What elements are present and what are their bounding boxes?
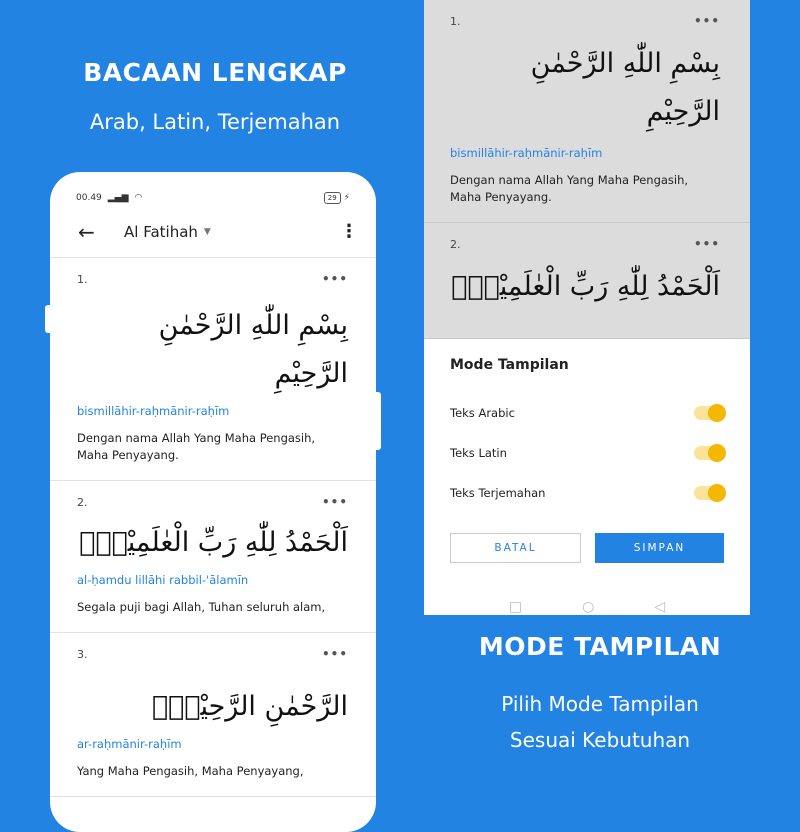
- back-triangle-icon[interactable]: ◁: [654, 599, 666, 615]
- caret-down-icon: ▼: [203, 226, 211, 237]
- cancel-button[interactable]: BATAL: [450, 533, 581, 563]
- promo-right-subtitle: [430, 686, 770, 758]
- verse-latin: al-ḥamdu lillāhi rabbil-'ālamīn: [77, 573, 249, 587]
- verse-item[interactable]: [50, 258, 376, 481]
- more-horizontal-icon[interactable]: •••: [321, 272, 348, 286]
- verse-number: 1.: [77, 272, 88, 286]
- more-horizontal-icon[interactable]: •••: [321, 495, 348, 509]
- toggle-label: Teks Arabic: [450, 406, 515, 420]
- page-title: Al Fatihah: [124, 222, 198, 241]
- latin-toggle[interactable]: [694, 446, 724, 460]
- verse-translation: Segala puji bagi Allah, Tuhan seluruh alam,: [77, 600, 326, 614]
- toggle-label: Teks Latin: [450, 446, 507, 460]
- phone-left: [50, 172, 376, 832]
- verse-item[interactable]: [50, 481, 376, 633]
- arrow-left-icon[interactable]: ←: [78, 219, 95, 244]
- toggle-knob: [708, 404, 726, 422]
- sheet-title: Mode Tampilan: [450, 357, 569, 373]
- more-horizontal-icon: •••: [693, 237, 720, 251]
- verse-latin: bismillāhir-raḥmānir-raḥīm: [450, 146, 603, 160]
- toggle-knob: [708, 444, 726, 462]
- toggle-knob: [708, 484, 726, 502]
- signal-icon: ▂▄▆: [107, 193, 129, 203]
- toggle-row-translation: [450, 473, 724, 513]
- verse-number: 2.: [450, 237, 461, 251]
- verse-translation: Dengan nama Allah Yang Maha Pengasih, Maha Penyayang.: [450, 173, 689, 204]
- verse-arabic: اَلْحَمْدُ لِلّٰهِ رَبِّ الْعٰلَمِيْنَۙ: [451, 271, 720, 302]
- promo-right-title: MODE TAMPILAN: [478, 632, 722, 661]
- verse-translation: Yang Maha Pengasih, Maha Penyayang,: [77, 764, 304, 778]
- status-bar: [50, 172, 376, 206]
- arabic-toggle[interactable]: [694, 406, 724, 420]
- verse-arabic: بِسْمِ اللّٰهِ الرَّحْمٰنِ الرَّحِيْمِ: [158, 310, 348, 389]
- toggle-label: Teks Terjemahan: [450, 486, 546, 500]
- wifi-icon: ◠: [134, 193, 143, 203]
- promo-right-subtitle-line: Pilih Mode Tampilan: [501, 692, 699, 716]
- promo-left-title: BACAAN LENGKAP: [83, 58, 347, 87]
- toggle-row-latin: [450, 433, 724, 473]
- verse-arabic: الرَّحْمٰنِ الرَّحِيْمِۙ: [151, 691, 348, 722]
- verse-item: [424, 223, 750, 339]
- home-icon[interactable]: ○: [582, 599, 595, 615]
- more-horizontal-icon[interactable]: •••: [321, 647, 348, 661]
- verse-latin: ar-raḥmānir-raḥīm: [77, 737, 182, 751]
- verse-translation: Dengan nama Allah Yang Maha Pengasih, Maha Penyayang.: [77, 431, 316, 462]
- recents-icon[interactable]: □: [508, 599, 523, 615]
- verse-number: 3.: [77, 647, 88, 661]
- surah-selector[interactable]: [124, 223, 211, 241]
- app-bar: [50, 206, 376, 258]
- toggle-row-arabic: [450, 393, 724, 433]
- dimmed-verse-list[interactable]: [424, 0, 750, 339]
- sheet-actions: [450, 533, 724, 563]
- verse-item[interactable]: [50, 633, 376, 797]
- verse-item: [424, 0, 750, 223]
- battery-icon: 29: [324, 192, 341, 204]
- promo-left-subtitle: Arab, Latin, Terjemahan: [89, 110, 341, 134]
- verse-number: 1.: [450, 14, 461, 28]
- verse-arabic: بِسْمِ اللّٰهِ الرَّحْمٰنِ الرَّحِيْمِ: [530, 48, 720, 127]
- more-vertical-icon[interactable]: ⋮: [340, 221, 358, 242]
- save-button[interactable]: SIMPAN: [595, 533, 724, 563]
- promo-right-subtitle-line: Sesuai Kebutuhan: [509, 728, 691, 752]
- phone-right: [424, 0, 750, 615]
- translation-toggle[interactable]: [694, 486, 724, 500]
- verse-number: 2.: [77, 495, 88, 509]
- verse-latin: bismillāhir-raḥmānir-raḥīm: [77, 404, 230, 418]
- more-horizontal-icon: •••: [693, 14, 720, 28]
- system-nav-bar: [450, 599, 724, 615]
- verse-arabic: اَلْحَمْدُ لِلّٰهِ رَبِّ الْعٰلَمِيْنَۙ: [79, 527, 348, 558]
- status-time: 00.49: [76, 193, 102, 203]
- charging-icon: ⚡: [343, 193, 350, 203]
- display-mode-sheet: [424, 339, 750, 615]
